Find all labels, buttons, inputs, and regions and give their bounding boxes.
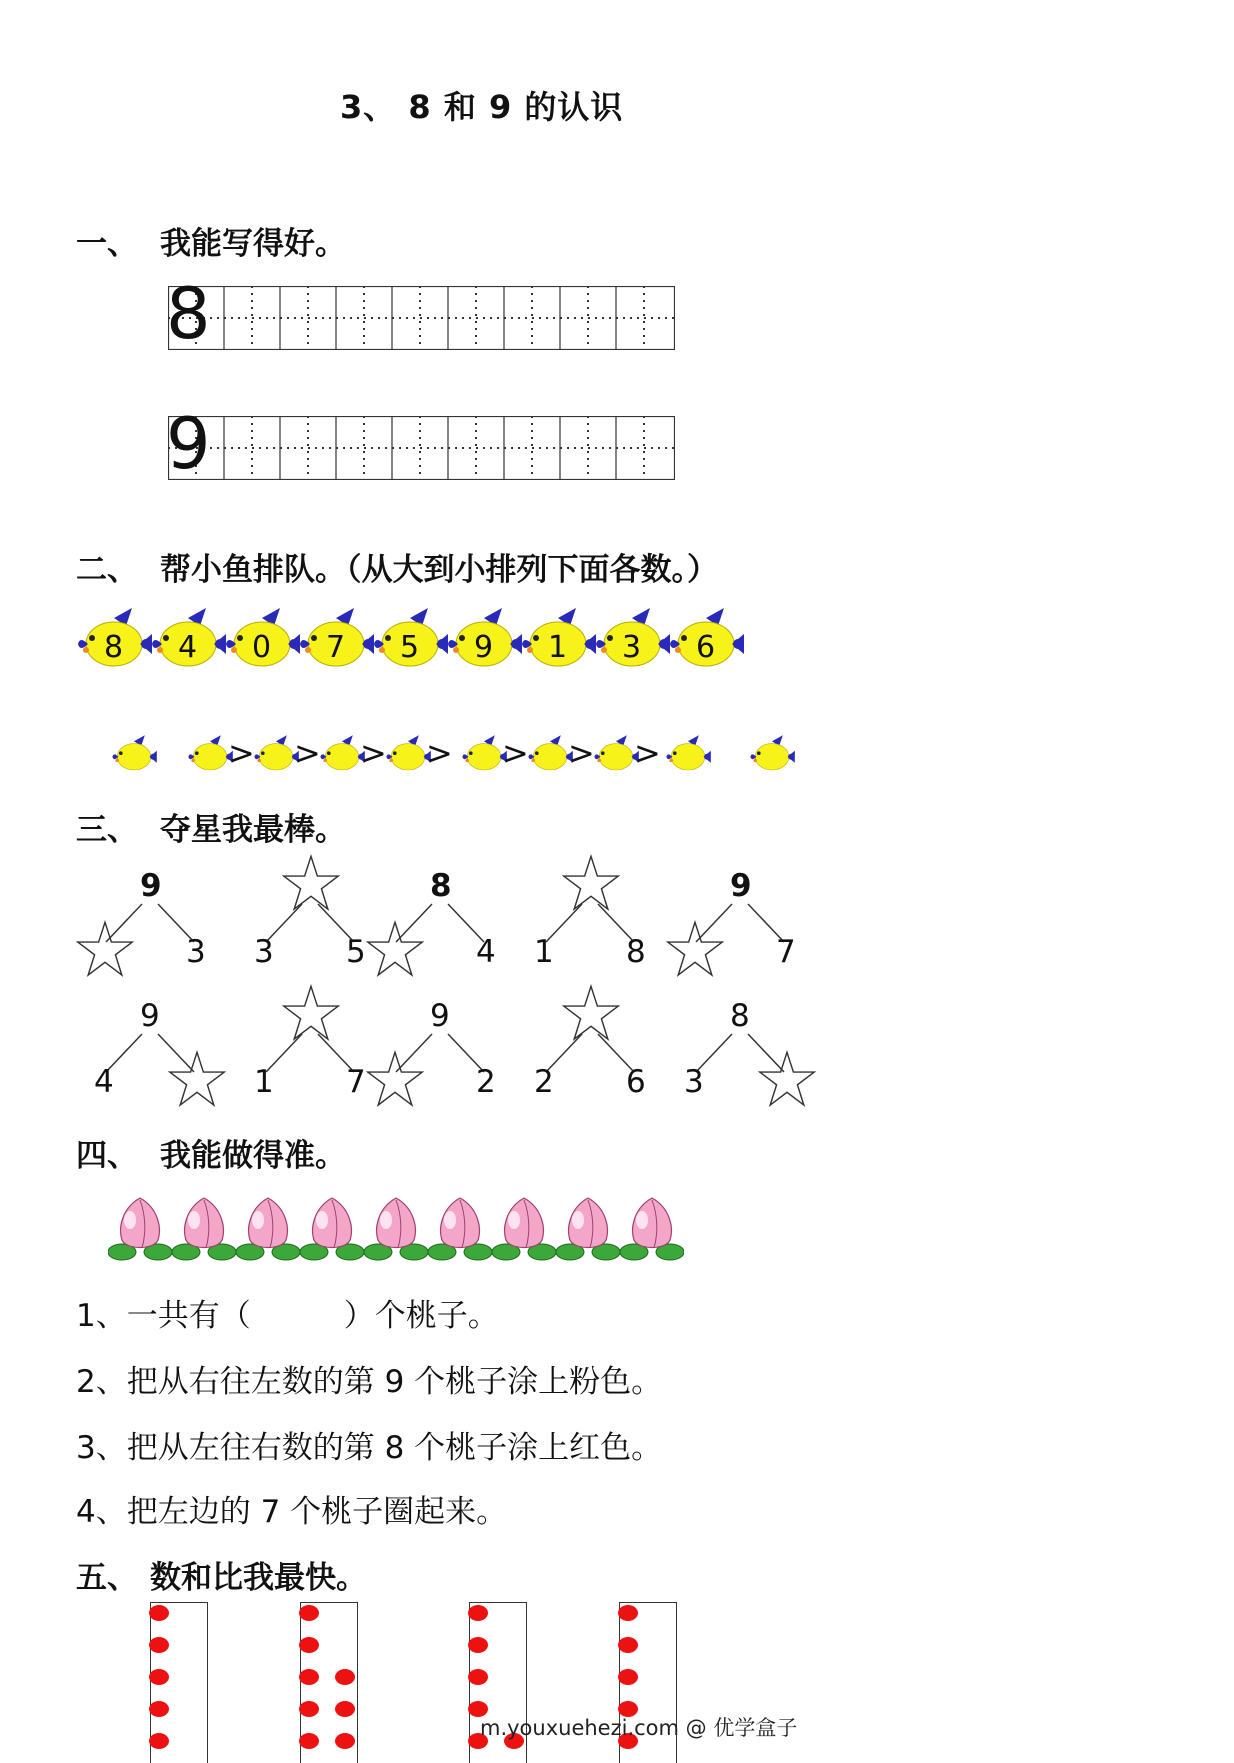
greater-than-symbol: > [634, 734, 661, 772]
tree-number-top: 9 [730, 868, 752, 904]
answer-fish-icon[interactable] [318, 734, 366, 780]
answer-fish-icon[interactable] [664, 734, 712, 780]
greater-than-symbol: > [294, 734, 321, 772]
tree-number-left: 1 [534, 934, 554, 970]
tree-number-right: 4 [476, 934, 496, 970]
greater-than-symbol: > [426, 734, 453, 772]
section-4-label: 我能做得准。 [160, 1138, 346, 1174]
red-dot [149, 1669, 169, 1685]
star-blank-left[interactable] [366, 920, 424, 982]
trace-digit-9: 9 [166, 403, 211, 485]
red-dot [149, 1701, 169, 1717]
answer-fish-icon[interactable] [252, 734, 300, 780]
peach-icon[interactable] [172, 1194, 236, 1270]
answer-fish-icon[interactable] [186, 734, 234, 780]
star-blank-top[interactable] [282, 854, 340, 916]
answer-fish-icon[interactable] [110, 734, 158, 780]
tree-number-top: 8 [430, 868, 452, 904]
red-dot [299, 1637, 319, 1653]
tree-number-top: 8 [730, 998, 750, 1034]
red-dot [299, 1701, 319, 1717]
red-dot [335, 1701, 355, 1717]
fish-number: 6 [696, 630, 716, 665]
dot-box [300, 1602, 358, 1763]
greater-than-symbol: > [568, 734, 595, 772]
star-blank-top[interactable] [562, 854, 620, 916]
footer-watermark: m.youxuehezi.com @ 优学盒子 [480, 1716, 798, 1740]
peach-icon[interactable] [364, 1194, 428, 1270]
red-dot [299, 1669, 319, 1685]
greater-than-symbol: > [502, 734, 529, 772]
question-1: 1、一共有（ ）个桃子。 [76, 1298, 499, 1334]
fish-number: 4 [178, 630, 198, 665]
tree-number-left: 2 [534, 1064, 554, 1100]
greater-than-symbol: > [228, 734, 255, 772]
fish-number: 3 [622, 630, 642, 665]
peach-icon[interactable] [236, 1194, 300, 1270]
tree-number-top: 9 [430, 998, 450, 1034]
red-dot [468, 1669, 488, 1685]
peach-icon[interactable] [556, 1194, 620, 1270]
peach-icon[interactable] [108, 1194, 172, 1270]
dot-box [150, 1602, 208, 1763]
peach-icon[interactable] [492, 1194, 556, 1270]
tree-number-right: 6 [626, 1064, 646, 1100]
red-dot [618, 1669, 638, 1685]
tree-number-left: 3 [684, 1064, 704, 1100]
tree-number-left: 1 [254, 1064, 274, 1100]
tree-number-right: 5 [346, 934, 366, 970]
section-4-number: 四、 [76, 1138, 138, 1174]
section-2-label: 帮小鱼排队。（从大到小排列下面各数。） [160, 552, 718, 588]
tree-number-right: 7 [776, 934, 796, 970]
answer-fish-icon[interactable] [592, 734, 640, 780]
tree-number-right: 8 [626, 934, 646, 970]
section-3-number: 三、 [76, 812, 138, 848]
fish-number: 7 [326, 630, 346, 665]
fish-number: 1 [548, 630, 568, 665]
tree-number-right: 2 [476, 1064, 496, 1100]
red-dot [335, 1669, 355, 1685]
fish-number: 8 [104, 630, 124, 665]
greater-than-symbol: > [360, 734, 387, 772]
fish-number: 9 [474, 630, 494, 665]
answer-fish-icon[interactable] [460, 734, 508, 780]
tree-number-left: 4 [94, 1064, 114, 1100]
red-dot [299, 1733, 319, 1749]
star-blank-left[interactable] [666, 920, 724, 982]
tree-number-right: 7 [346, 1064, 366, 1100]
star-blank-right[interactable] [758, 1050, 816, 1112]
star-blank-top[interactable] [282, 984, 340, 1046]
tree-number-top: 9 [140, 998, 160, 1034]
section-5-number: 五、 [76, 1560, 138, 1596]
writing-grid-8[interactable] [166, 273, 675, 355]
question-3: 3、把从左往右数的第 8 个桃子涂上红色。 [76, 1430, 663, 1466]
answer-fish-icon[interactable] [384, 734, 432, 780]
fish-number: 5 [400, 630, 420, 665]
section-1-heading [76, 218, 346, 263]
red-dot [618, 1605, 638, 1621]
star-blank-left[interactable] [76, 920, 134, 982]
answer-fish-icon[interactable] [748, 734, 796, 780]
peach-icon[interactable] [620, 1194, 684, 1270]
section-4-heading [76, 1130, 346, 1175]
answer-fish-icon[interactable] [526, 734, 574, 780]
section-1-number: 一、 [76, 226, 138, 262]
red-dot [149, 1605, 169, 1621]
peach-icon[interactable] [428, 1194, 492, 1270]
section-2-heading [76, 544, 718, 589]
red-dot [149, 1733, 169, 1749]
tree-number-left: 3 [254, 934, 274, 970]
section-1-label: 我能写得好。 [160, 226, 346, 262]
section-3-label: 夺星我最棒。 [160, 812, 346, 848]
red-dot [618, 1637, 638, 1653]
trace-digit-8: 8 [166, 273, 211, 355]
section-2-number: 二、 [76, 552, 138, 588]
section-5-heading [76, 1552, 367, 1597]
question-2: 2、把从右往左数的第 9 个桃子涂上粉色。 [76, 1364, 663, 1400]
red-dot [299, 1605, 319, 1621]
red-dot [468, 1605, 488, 1621]
red-dot [468, 1637, 488, 1653]
tree-number-right: 3 [186, 934, 206, 970]
question-4: 4、把左边的 7 个桃子圈起来。 [76, 1494, 508, 1530]
section-3-heading [76, 804, 346, 849]
red-dot [149, 1637, 169, 1653]
star-blank-right[interactable] [168, 1050, 226, 1112]
peach-icon[interactable] [300, 1194, 364, 1270]
star-blank-left[interactable] [366, 1050, 424, 1112]
red-dot [335, 1733, 355, 1749]
fish-number: 0 [252, 630, 272, 665]
tree-number-top: 9 [140, 868, 162, 904]
star-blank-top[interactable] [562, 984, 620, 1046]
writing-grid-9[interactable] [166, 403, 675, 485]
section-5-label: 数和比我最快。 [150, 1560, 367, 1596]
page-title: 3、 8 和 9 的认识 [340, 88, 624, 126]
